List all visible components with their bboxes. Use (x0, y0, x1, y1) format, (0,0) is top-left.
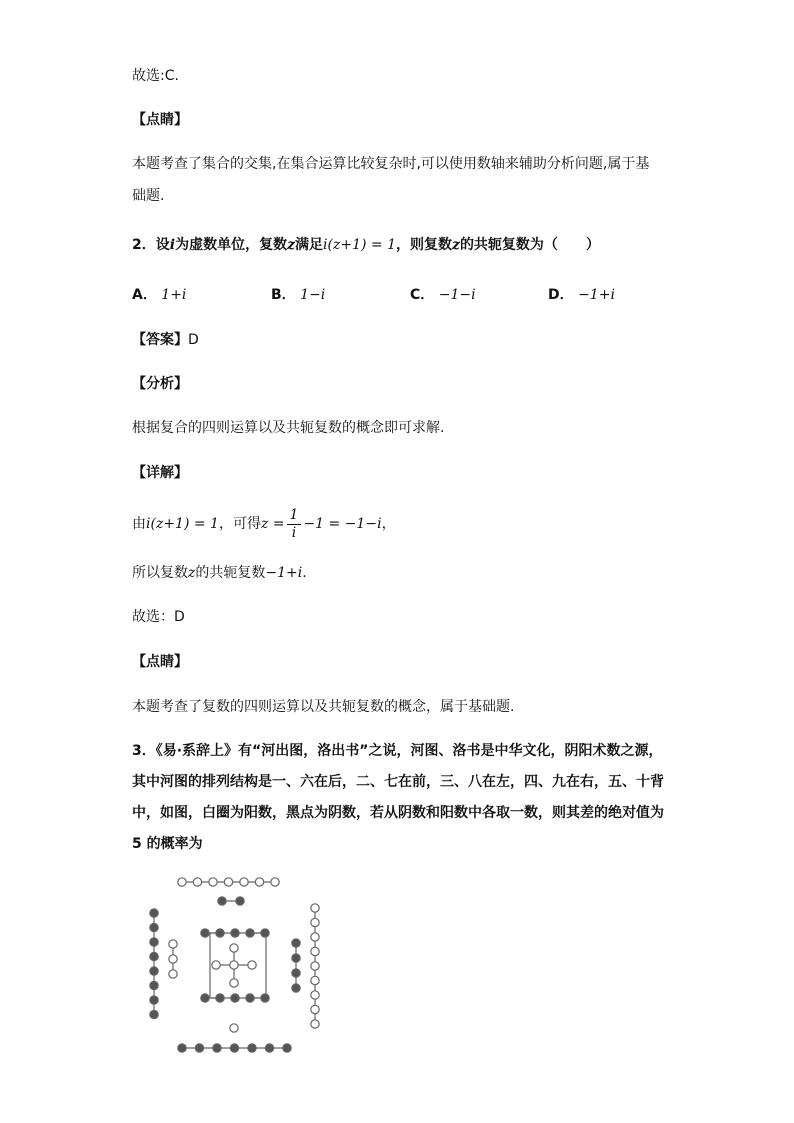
left-eight-black-dot (150, 952, 158, 960)
center-cross-dot (230, 961, 238, 969)
top-seven-white-dot (240, 878, 248, 886)
left-eight-black-dot (150, 909, 158, 917)
question-3-line-4: 5 的概率为 (132, 836, 203, 852)
center-top-five-black-dot (216, 929, 224, 937)
left-three-white-dot (169, 940, 177, 948)
right-nine-white-dot (311, 991, 319, 999)
left-three-white-dot (169, 970, 177, 978)
option-a (132, 285, 186, 305)
right-nine-white-dot (311, 1020, 319, 1028)
right-nine-white-dot (311, 918, 319, 926)
left-eight-black-dot (150, 923, 158, 931)
question-3-line-3: 中，如图，白圈为阳数，黑点为阴数，若从阴数和阳数中各取一数，则其差的绝对值为 (132, 805, 664, 821)
left-eight-black-dot (150, 996, 158, 1004)
q2-equation: i(z+1) = 1 (323, 237, 396, 253)
conclusion-mid: 的共轭复数 (195, 565, 266, 581)
option-c-letter: C． (410, 287, 435, 303)
center-bottom-five-black-dot (216, 994, 224, 1002)
right-nine-white-dot (311, 904, 319, 912)
bottom-six-black-dot (178, 1044, 186, 1052)
bottom-six-black-dot (265, 1044, 273, 1052)
center-cross-dot (212, 961, 220, 969)
option-a-letter: A． (132, 287, 157, 303)
detail-mid: ，可得 (218, 516, 261, 532)
fraction-denominator: i (291, 524, 297, 541)
center-bottom-five-black-dot (231, 994, 239, 1002)
answer-line (132, 330, 199, 350)
option-b-value: 1−i (300, 287, 326, 303)
center-top-five-black-dot (261, 929, 269, 937)
left-eight-black-dot (150, 938, 158, 946)
previous-answer-line: 故选:C. (132, 68, 179, 84)
detail-rest: −1 = −1−i (303, 516, 382, 532)
q2-var-z: z (287, 237, 296, 253)
center-bottom-five-black-dot (261, 994, 269, 1002)
top-seven-white-dot (193, 878, 201, 886)
right-nine-white-dot (311, 976, 319, 984)
bottom-one-white-dot (230, 1024, 238, 1032)
option-d-value: −1+i (578, 287, 615, 303)
hetu-dots (150, 878, 319, 1052)
conclusion-z: z (188, 565, 196, 581)
detail-prefix: 由 (132, 516, 146, 532)
center-bottom-five-black-dot (201, 994, 209, 1002)
previous-comment-line-2: 础题. (132, 188, 165, 204)
top-seven-white-dot (255, 878, 263, 886)
top-two-black-dot (218, 897, 226, 905)
top-two-black-dot (236, 897, 244, 905)
option-b (271, 285, 325, 305)
bottom-six-black-dot (248, 1044, 256, 1052)
right-four-black-dot (292, 939, 300, 947)
center-cross-dot (248, 961, 256, 969)
q2-comment-text: 本题考查了复数的四则运算以及共轭复数的概念，属于基础题. (132, 699, 515, 715)
q2-prefix: 2．设 (132, 237, 170, 253)
center-top-five-black-dot (201, 929, 209, 937)
question-2-stem (132, 235, 600, 255)
center-top-five-black-dot (231, 929, 239, 937)
center-bottom-five-black-dot (246, 994, 254, 1002)
right-four-black-dot (292, 984, 300, 992)
q2-text-3: ，则复数 (395, 237, 452, 253)
right-nine-white-dot (311, 947, 319, 955)
conclusion-value: −1+i (265, 565, 303, 581)
right-nine-white-dot (311, 1005, 319, 1013)
detail-equation: i(z+1) = 1 (146, 516, 219, 532)
center-cross-dot (230, 944, 238, 952)
conclusion-end: . (302, 565, 307, 581)
hetu-diagram (140, 868, 340, 1063)
q2-text-4: 的共轭复数为（ ） (459, 237, 600, 253)
right-nine-white-dot (311, 962, 319, 970)
top-seven-white-dot (271, 878, 279, 886)
q2-var-z-2: z (451, 237, 460, 253)
conclusion-prefix: 所以复数 (132, 565, 188, 581)
right-four-black-dot (292, 954, 300, 962)
top-seven-white-dot (178, 878, 186, 886)
option-b-letter: B． (271, 287, 296, 303)
analysis-header: 【分析】 (132, 376, 188, 392)
bottom-six-black-dot (283, 1044, 291, 1052)
q2-text-2: 满足 (295, 237, 324, 253)
previous-comment-header: 【点睛】 (132, 112, 188, 128)
previous-comment-line-1: 本题考查了集合的交集,在集合运算比较复杂时,可以使用数轴来辅助分析问题,属于基 (132, 156, 650, 172)
q2-comment-header: 【点睛】 (132, 654, 188, 670)
top-seven-white-dot (224, 878, 232, 886)
detail-fraction (287, 507, 302, 542)
left-eight-black-dot (150, 1010, 158, 1018)
center-top-five-black-dot (246, 929, 254, 937)
left-eight-black-dot (150, 967, 158, 975)
detail-z: z = (260, 516, 285, 532)
question-3-line-1: 3．《易·系辞上》有“河出图，洛出书”之说，河图、洛书是中华文化，阴阳术数之源， (132, 743, 663, 759)
right-nine-white-dot (311, 933, 319, 941)
answer-header: 【答案】 (132, 332, 188, 348)
bottom-six-black-dot (230, 1044, 238, 1052)
option-d (548, 285, 615, 305)
q2-text-1: 为虚数单位，复数 (175, 237, 288, 253)
detail-equation-line (132, 505, 396, 543)
answer-value: D (188, 332, 199, 348)
option-d-letter: D． (548, 287, 574, 303)
conclusion-line (132, 563, 307, 583)
fraction-numerator: 1 (287, 507, 302, 525)
option-c-value: −1−i (438, 287, 476, 303)
right-four-black-dot (292, 969, 300, 977)
analysis-text: 根据复合的四则运算以及共轭复数的概念即可求解. (132, 420, 445, 436)
detail-header: 【详解】 (132, 465, 188, 481)
detail-end: ， (381, 516, 396, 532)
q2-var-i: i (169, 237, 176, 253)
top-seven-white-dot (209, 878, 217, 886)
left-eight-black-dot (150, 981, 158, 989)
choose-line: 故选：D (132, 609, 185, 625)
question-3-line-2: 其中河图的排列结构是一、六在后，二、七在前，三、八在左，四、九在右，五、十背 (132, 774, 664, 790)
option-a-value: 1+i (161, 287, 187, 303)
bottom-six-black-dot (195, 1044, 203, 1052)
bottom-six-black-dot (213, 1044, 221, 1052)
center-cross-dot (230, 979, 238, 987)
option-c (410, 285, 476, 305)
left-three-white-dot (169, 955, 177, 963)
